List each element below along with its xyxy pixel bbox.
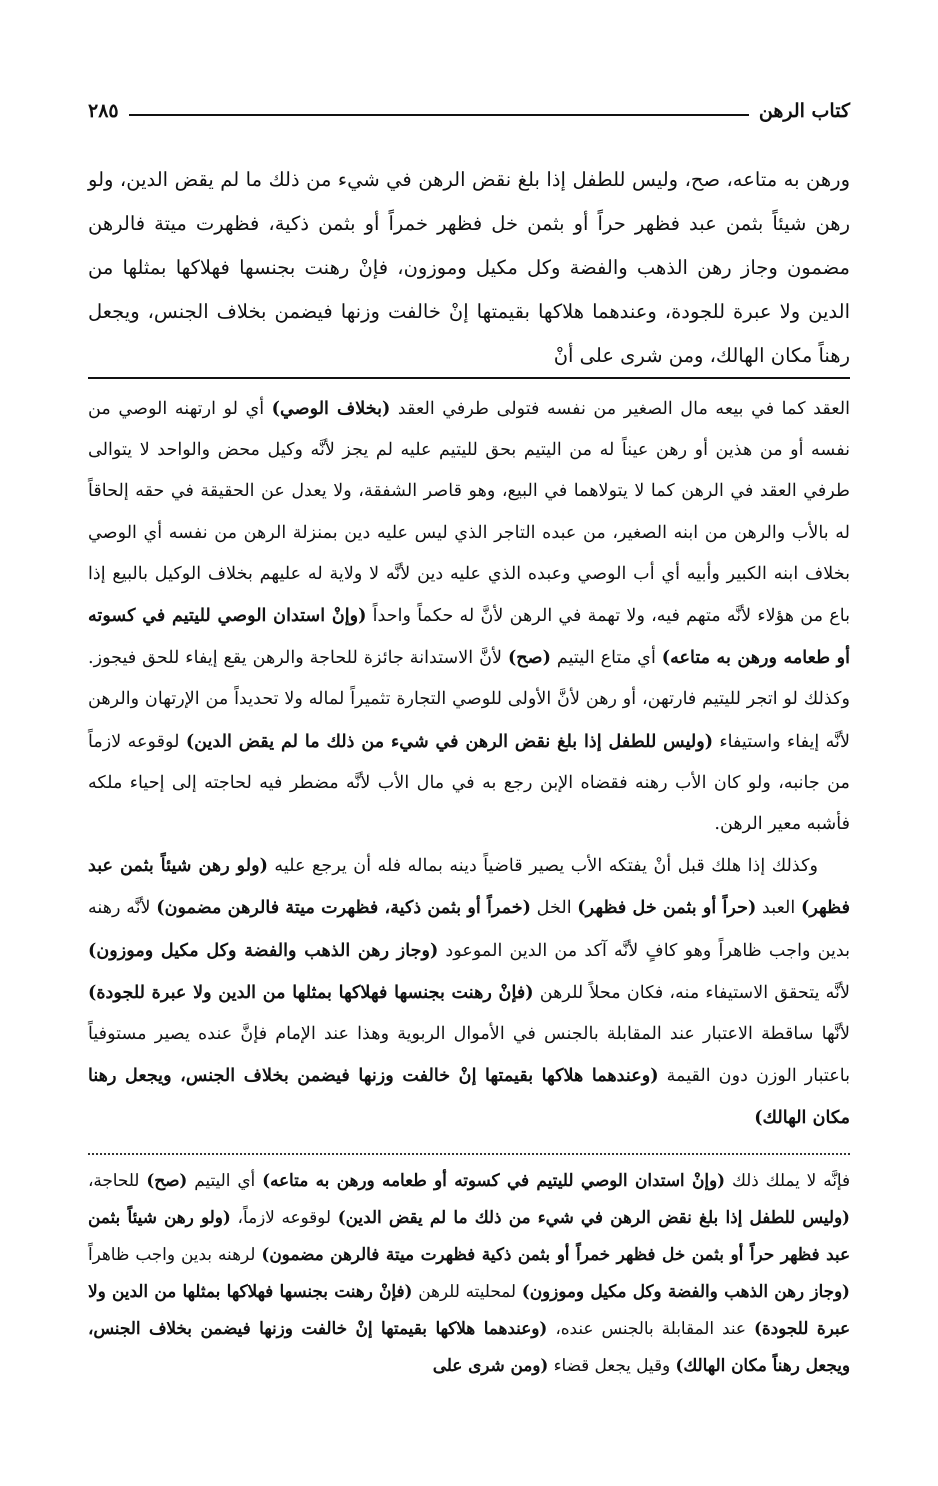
commentary-text: فإنَّه لا يملك ذلك bbox=[725, 1170, 850, 1190]
commentary-text: لوقوعه لازماً، bbox=[230, 1207, 338, 1227]
bold-quoted-matn: (صح) bbox=[507, 647, 551, 669]
bold-quoted-matn: (وجاز رهن الذهب والفضة وكل مكيل وموزون) bbox=[88, 939, 439, 961]
commentary-text: وكذلك إذا هلك قبل أنْ يفتكه الأب يصير قاضياً دينه بماله فله أن يرجع عليه bbox=[267, 856, 818, 877]
hashiya-footnote-block bbox=[88, 1162, 850, 1384]
sharh-paragraph-2 bbox=[88, 845, 850, 1139]
commentary-text: لأنَّها ساقطة الاعتبار عند المقابلة بالجنس في الأموال الربوية وهذا عند الإمام فإنَّ عنده يصير مستوفياً باعتبار الوزن دون القيمة bbox=[88, 1024, 850, 1087]
commentary-text: أي متاع اليتيم bbox=[550, 648, 662, 669]
commentary-text: العبد bbox=[756, 898, 801, 919]
commentary-text: أي لو ارتهنه الوصي من نفسه أو من هذين أو رهن عيناً له من اليتيم بحق لليتيم عليه لم يجز لأنَّه وكيل محض والواحد لا يتوالى طرفي العقد في الرهن كما لا يتولاهما في البيع، وهو قاصر الشفقة، ولا يعدل عن الحقيقة في حقه إلحاقاً له بالأب والرهن من ابنه الصغير، من عبده التاجر الذي ليس عليه دين بمنزلة الرهن من نفسه أي الوصي بخلاف ابنه الكبير وأبيه أي أب الوصي وعبده الذي عليه دين لأنَّه لا ولاية له عليهم بخلاف الوكيل بالبيع إذا باع من هؤلاء لأنَّه متهم فيه، ولا تهمة في الرهن لأنَّ له حكماً واحداً bbox=[88, 399, 850, 627]
header-rule bbox=[129, 114, 749, 116]
bold-quoted-matn: (صح) bbox=[146, 1170, 188, 1190]
commentary-text: الخل bbox=[530, 898, 578, 919]
commentary-text: لأنَّه يتحقق الاستيفاء منه، فكان محلاً للرهن bbox=[533, 982, 850, 1003]
commentary-text: للحاجة، bbox=[88, 1170, 147, 1190]
hashiya-paragraph bbox=[88, 1162, 850, 1384]
bold-quoted-matn: (وعندهما هلاكها بقيمتها إنْ خالفت وزنها فيضمن بخلاف الجنس، ويجعل رهناً مكان الهالك) bbox=[88, 1318, 850, 1375]
commentary-text: لرهنه بدين واجب ظاهراً bbox=[88, 1244, 262, 1264]
commentary-text: لأنَّه رهنه بدين واجب ظاهراً وهو كافٍ لأنَّه آكد من الدين الموعود bbox=[88, 898, 851, 961]
commentary-text: لأنَّ الاستدانة جائزة للحاجة والرهن يقع إيفاء للحق فيجوز. وكذلك لو اتجر لليتيم فارتهن، أو رهن لأنَّ الأولى للوصي التجارة تثميراً لماله ولا تحديداً من الإرتهان والرهن لأنَّه إيفاء واستيفاء bbox=[88, 648, 850, 752]
matn-text-block bbox=[88, 158, 850, 378]
sharh-paragraph-1 bbox=[88, 388, 850, 845]
page-number: ٢٨٥ bbox=[88, 100, 119, 122]
hashiya-separator-dotted-rule bbox=[88, 1153, 850, 1155]
bold-quoted-matn: (بخلاف الوصي) bbox=[271, 398, 391, 419]
bold-quoted-matn: (وعندهما هلاكها بقيمتها إنْ خالفت وزنها فيضمن بخلاف الجنس، ويجعل رهنا مكان الهالك) bbox=[88, 1065, 850, 1129]
bold-quoted-matn: (ولو رهن شيئاً بثمن عبد فظهر حراً أو بثمن خل فظهر خمراً أو بثمن ذكية فظهرت ميتة فالرهن مضمون) bbox=[88, 1207, 850, 1264]
commentary-text: العقد كما في بيعه مال الصغير من نفسه فتولى طرفي العقد bbox=[390, 399, 850, 419]
bold-quoted-matn: (وجاز رهن الذهب والفضة وكل مكيل وموزون) bbox=[521, 1281, 850, 1301]
bold-quoted-matn: (وإنْ استدان الوصي لليتيم في كسوته أو طعامه ورهن به متاعه) bbox=[88, 605, 850, 669]
bold-quoted-matn: (حراً أو بثمن خل فظهر) bbox=[577, 897, 757, 919]
commentary-text: لوقوعه لازماً من جانبه، ولو كان الأب رهنه فقضاه الإبن رجع به في مال الأب لأنَّه مضطر فيه لحاجته إلى إحياء ملكه فأشبه معير الرهن. bbox=[88, 731, 850, 835]
bold-quoted-matn: (وليس للطفل إذا بلغ نقض الرهن في شيء من ذلك ما لم يقض الدين) bbox=[337, 1207, 850, 1227]
book-title: كتاب الرهن bbox=[758, 100, 850, 122]
sharh-commentary-block bbox=[88, 388, 850, 1140]
bold-quoted-matn: (فإنْ رهنت بجنسها فهلاكها بمثلها من الدين ولا عبرة للجودة) bbox=[88, 1281, 850, 1338]
bold-quoted-matn: (فإنْ رهنت بجنسها فهلاكها بمثلها من الدين ولا عبرة للجودة) bbox=[88, 981, 534, 1003]
commentary-text: أي اليتيم bbox=[187, 1170, 263, 1190]
matn-paragraph: ورهن به متاعه، صح، وليس للطفل إذا بلغ نقض الرهن في شيء من ذلك ما لم يقض الدين، ولو رهن شيئاً بثمن عبد فظهر حراً أو بثمن خل فظهر خمراً أو بثمن ذكية، فظهرت ميتة فالرهن مضمون وجاز رهن الذهب والفضة وكل مكيل وموزون، فإنْ رهنت بجنسها فهلاكها بمثلها من الدين ولا عبرة للجودة، وعندهما هلاكها بقيمتها إنْ خالفت وزنها فيضمن بخلاف الجنس، ويجعل رهناً مكان الهالك، ومن شرى على أنْ bbox=[88, 168, 850, 367]
bold-quoted-matn: (وإنْ استدان الوصي لليتيم في كسوته أو طعامه ورهن به متاعه) bbox=[262, 1170, 726, 1190]
bold-quoted-matn: (ولو رهن شيئاً بثمن عبد فظهر) bbox=[88, 855, 850, 919]
commentary-text: لمحليته للرهن bbox=[412, 1281, 522, 1301]
commentary-text: وقيل يجعل قضاء bbox=[548, 1355, 676, 1375]
bold-quoted-matn: (ومن شرى على bbox=[432, 1355, 549, 1375]
bold-quoted-matn: (وليس للطفل إذا بلغ نقض الرهن في شيء من ذلك ما لم يقض الدين) bbox=[185, 730, 714, 752]
bold-quoted-matn: (خمراً أو بثمن ذكية، فظهرت ميتة فالرهن مضمون) bbox=[156, 897, 531, 919]
running-header bbox=[88, 100, 850, 122]
matn-separator-rule bbox=[88, 377, 850, 379]
commentary-text: عند المقابلة بالجنس عنده، bbox=[547, 1318, 754, 1338]
